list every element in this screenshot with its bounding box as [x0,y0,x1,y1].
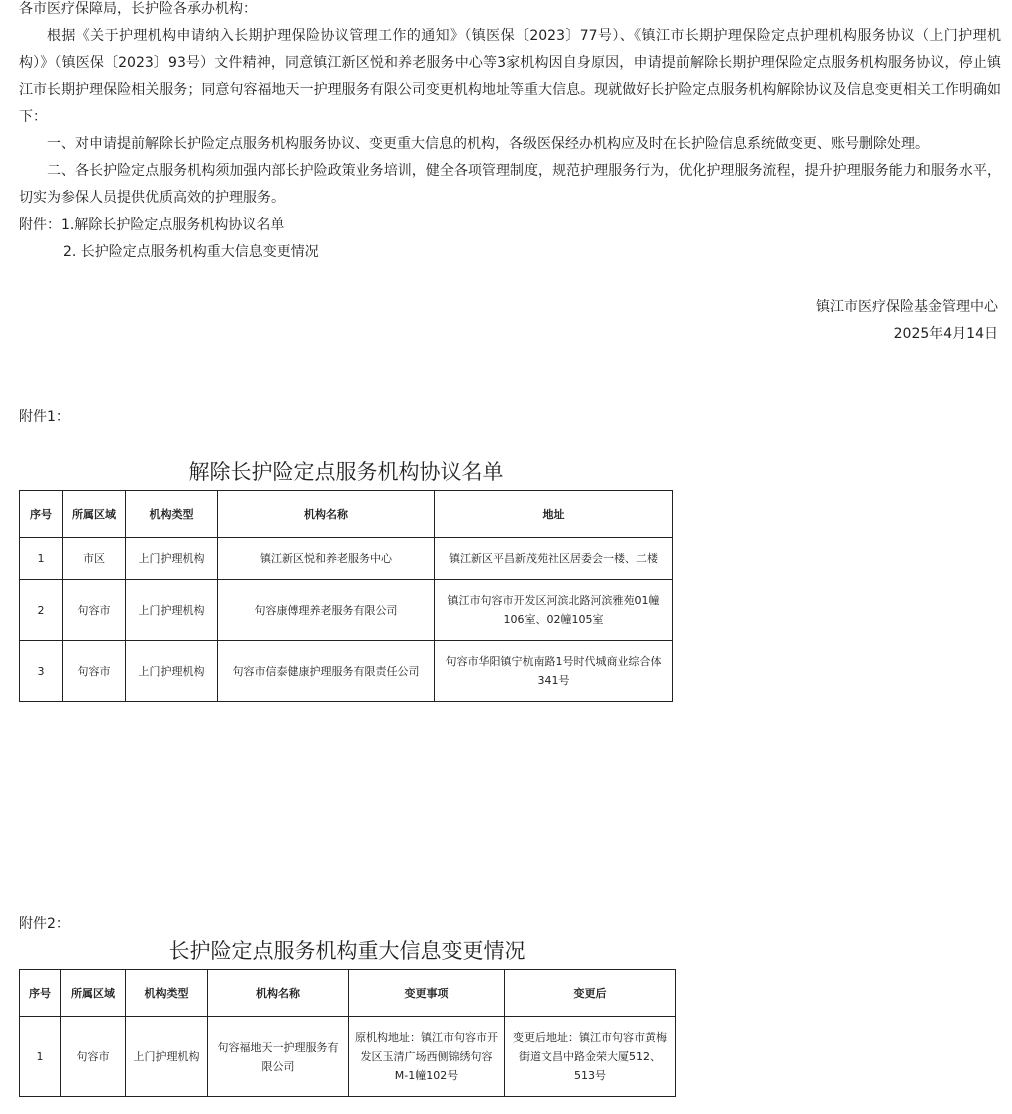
table-header-row [20,491,673,538]
cell-address: 镇江新区平昌新茂苑社区居委会一楼、二楼 [435,538,673,580]
header-index: 序号 [20,491,63,538]
intro-paragraph: 根据《关于护理机构申请纳入长期护理保险协议管理工作的通知》（镇医保〔2023〕77号）、《镇江市长期护理保险定点护理机构服务协议（上门护理机构）》（镇医保〔2023〕93号）文件精神，同意镇江新区悦和养老服务中心等3家机构因自身原因，申请提前解除长期护理保险定点服务机构服务协议，停止镇江市长期护理保险相关服务；同意句容福地天一护理服务有限公司变更机构地址等重大信息。现就做好长护险定点服务机构解除协议及信息变更相关工作明确如下： [19,28,1001,125]
cell-region: 市区 [63,538,126,580]
issuer: 镇江市医疗保险基金管理中心 [816,299,998,315]
table-header-row [20,970,676,1017]
cell-index: 3 [20,641,63,702]
attachment-two-line: 2. 长护险定点服务机构重大信息变更情况 [63,244,319,260]
table-row [20,538,673,580]
header-type: 机构类型 [126,491,218,538]
cell-index: 1 [20,1017,61,1097]
annex2-label: 附件2： [19,916,70,932]
salutation: 各市医疗保障局，长护险各承办机构： [19,1,257,17]
header-change-item: 变更事项 [349,970,505,1017]
annex1-title: 解除长护险定点服务机构协议名单 [188,460,504,484]
table-row [20,641,673,702]
annex2-table [19,969,676,1097]
cell-name: 镇江新区悦和养老服务中心 [218,538,435,580]
header-index: 序号 [20,970,61,1017]
cell-region: 句容市 [63,580,126,641]
header-name: 机构名称 [208,970,349,1017]
attachments-label: 附件：1.解除长护险定点服务机构协议名单 [19,217,285,233]
cell-address: 句容市华阳镇宁杭南路1号时代城商业综合体341号 [435,641,673,702]
item-two: 二、各长护险定点服务机构须加强内部长护险政策业务培训，健全各项管理制度，规范护理服务行为，优化护理服务流程，提升护理服务能力和服务水平，切实为参保人员提供优质高效的护理服务。 [19,163,1001,206]
header-type: 机构类型 [126,970,208,1017]
table-row [20,580,673,641]
header-after-change: 变更后 [505,970,676,1017]
annex1-table [19,490,673,702]
cell-name: 句容市信泰健康护理服务有限责任公司 [218,641,435,702]
header-name: 机构名称 [218,491,435,538]
issue-date: 2025年4月14日 [893,326,998,342]
annex1-label: 附件1： [19,409,70,425]
cell-name: 句容康傅理养老服务有限公司 [218,580,435,641]
header-region: 所属区域 [63,491,126,538]
cell-region: 句容市 [63,641,126,702]
cell-region: 句容市 [61,1017,126,1097]
cell-index: 1 [20,538,63,580]
annex2-title: 长护险定点服务机构重大信息变更情况 [168,939,526,963]
cell-type: 上门护理机构 [126,580,218,641]
header-region: 所属区域 [61,970,126,1017]
cell-address: 镇江市句容市开发区河滨北路河滨雅苑01幢106室、02幢105室 [435,580,673,641]
cell-type: 上门护理机构 [126,1017,208,1097]
cell-after-change: 变更后地址：镇江市句容市黄梅街道文昌中路金荣大厦512、513号 [505,1017,676,1097]
cell-type: 上门护理机构 [126,538,218,580]
cell-change-item: 原机构地址：镇江市句容市开发区玉清广场西侧锦绣句容M-1幢102号 [349,1017,505,1097]
table-row [20,1017,676,1097]
item-one: 一、对申请提前解除长护险定点服务机构服务协议、变更重大信息的机构，各级医保经办机构应及时在长护险信息系统做变更、账号删除处理。 [47,136,929,152]
cell-index: 2 [20,580,63,641]
cell-type: 上门护理机构 [126,641,218,702]
cell-name: 句容福地天一护理服务有限公司 [208,1017,349,1097]
header-address: 地址 [435,491,673,538]
